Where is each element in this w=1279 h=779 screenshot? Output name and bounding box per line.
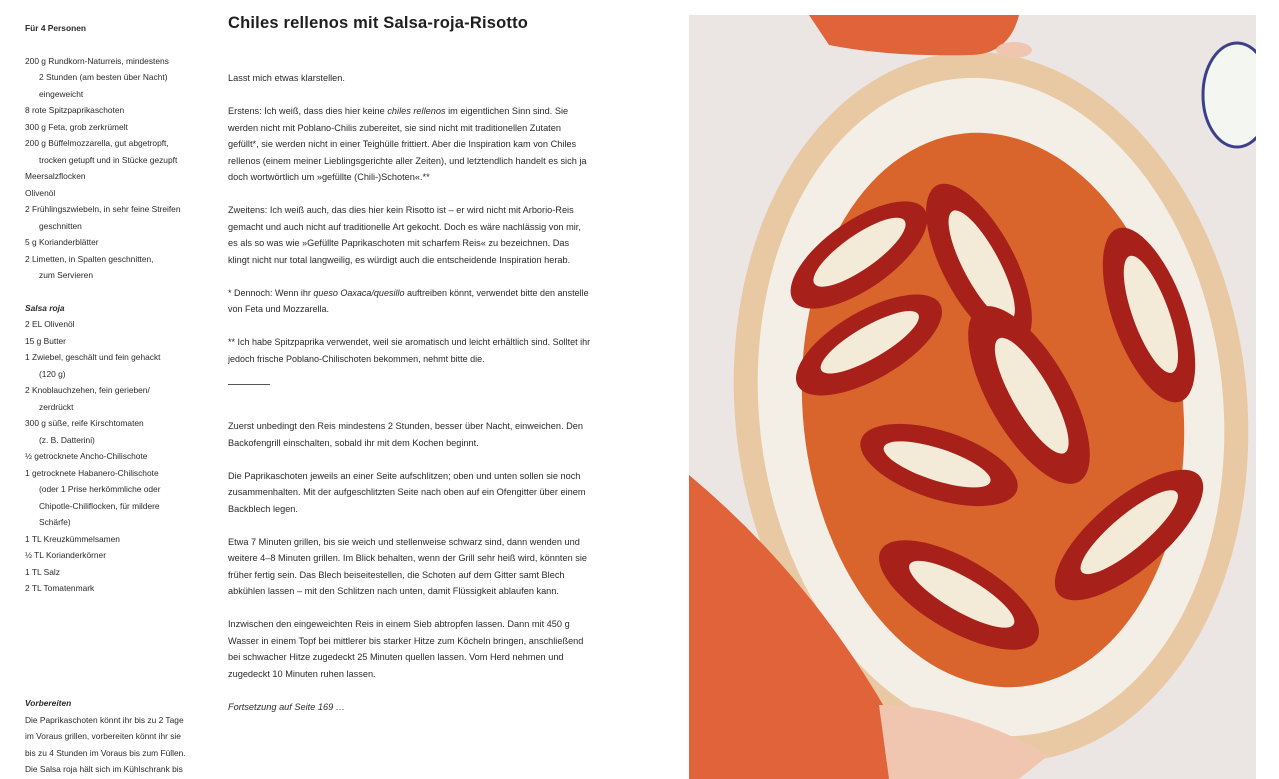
first-paragraph — [228, 103, 593, 186]
footnote-1-start: * Dennoch: Wenn ihr — [228, 287, 314, 298]
prep-section — [25, 695, 195, 778]
ingredient-line: zum Servieren — [39, 270, 93, 280]
glass-top-right — [1203, 43, 1256, 147]
ingredient-line: 2 Knoblauchzehen, fein gerieben/ — [25, 385, 150, 395]
salsa-ingredient-list — [25, 316, 200, 597]
ingredient-line: Meersalzflocken — [25, 171, 86, 181]
footnote-1-end: auftreiben könnt, verwendet bitte den anstelle von Feta und Mozzarella. — [228, 287, 589, 314]
prep-line: im Voraus grillen, vorbereiten könnt ihr sie — [25, 731, 181, 741]
ingredient-line: geschnitten — [39, 220, 82, 231]
ingredient-line: 1 TL Salz — [25, 566, 60, 577]
prep-line: bis zu 4 Stunden im Voraus bis zum Füllen. — [25, 747, 186, 758]
ingredient-line: 1 getrocknete Habanero-Chilischote — [25, 467, 159, 478]
first-paragraph-start: Erstens: Ich weiß, dass dies hier keine — [228, 106, 388, 116]
ingredient-line: trocken getupft und in Stücke gezupft — [39, 154, 178, 165]
ingredient-line: (120 g) — [39, 368, 66, 379]
ingredient-line: 300 g süße, reife Kirschtomaten — [25, 418, 144, 428]
prep-heading: Vorbereiten — [25, 698, 72, 708]
step-1: Zuerst unbedingt den Reis mindestens 2 Stunden, besser über Nacht, einweichen. Den Backofengrill einschalten, sobald ihr mit dem Kochen beginnt. — [228, 421, 583, 448]
divider-rule — [228, 384, 270, 385]
ingredient-line: (oder 1 Prise herkömmliche oder — [39, 484, 161, 494]
step-2: Die Paprikaschoten jeweils an einer Seite aufschlitzen; oben und unten sollen sie noch zusammenhalten. Mit der aufgeschlitzten Seite nach oben auf ein Ofengitter über einem Backblech legen. — [228, 470, 586, 514]
second-paragraph: Zweitens: Ich weiß auch, das dies hier kein Risotto ist – er wird nicht mit Arborio-Reis gemacht und auch nicht auf traditionelle Art gekocht. Doch es wäre nachlässig von mir, es als so was wie »Gefüllte Paprikaschoten mit scharfem Reis« zu bezeichnen. Das klingt nicht nur total langweilig, es würdigt auch die entscheidende Inspiration herab. — [228, 205, 581, 265]
ingredient-line: ½ getrocknete Ancho-Chilischote — [25, 451, 148, 461]
ingredient-line: 2 Limetten, in Spalten geschnitten, — [25, 253, 154, 264]
ingredient-line: 1 Zwiebel, geschält und fein gehackt — [25, 352, 161, 362]
ingredient-line: Chipotle-Chiliflocken, für mildere — [39, 500, 160, 511]
dish-illustration — [689, 15, 1256, 779]
ingredient-line: 1 TL Kreuzkümmelsamen — [25, 533, 120, 544]
ingredient-line: zerdrückt — [39, 401, 74, 412]
recipe-main-text — [228, 14, 593, 732]
ingredients-column — [25, 20, 200, 597]
ingredient-line: 8 rote Spitzpaprikaschoten — [25, 105, 125, 115]
first-paragraph-end: im eigentlichen Sinn sind. Sie werden nicht mit Poblano-Chilis zubereitet, sie sind nicht mit traditionellen Zutaten gefüllt*, sie werden nicht in einer Teighülle frittiert. Aber die Inspiration kam von Chiles rellenos (einem meiner Lieblingsgerichte aller Zeiten), und letztendlich handelt es sich ja doch wortwörtlich um »gefüllte (Chili-)Schoten«.** — [228, 106, 587, 182]
ingredient-line: Schärfe) — [39, 517, 71, 527]
ingredient-line: ½ TL Korianderkörner — [25, 550, 107, 560]
continuation-note: Fortsetzung auf Seite 169 … — [228, 701, 345, 712]
dish-photo — [689, 15, 1256, 779]
hand-top — [996, 42, 1032, 58]
ingredient-line: 2 EL Olivenöl — [25, 319, 75, 329]
ingredient-line: 200 g Büffelmozzarella, gut abgetropft, — [25, 138, 169, 148]
prep-line: Die Salsa roja hält sich im Kühlschrank bis — [25, 764, 183, 774]
ingredient-line: 15 g Butter — [25, 335, 66, 346]
ingredient-line: (z. B. Datterini) — [39, 434, 95, 445]
footnote-2: ** Ich habe Spitzpaprika verwendet, weil sie aromatisch und leicht erhältlich sind. Solltet ihr jedoch frische Poblano-Chilischoten bekommen, nehmt bitte die. — [228, 337, 591, 364]
ingredient-line: 2 Stunden (am besten über Nacht) — [39, 72, 168, 82]
step-4: Inzwischen den eingeweichten Reis in einem Sieb abtropfen lassen. Dann mit 450 g Wasser in einem Topf bei mittlerer bis starker Hitze zum Köcheln bringen, anschließend bei schwacher Hitze zugedeckt 25 Minuten quellen lassen. Vom Herd nehmen und zugedeckt 10 Minuten ruhen lassen. — [228, 619, 584, 679]
ingredient-line: 5 g Korianderblätter — [25, 237, 99, 247]
intro-paragraph: Lasst mich etwas klarstellen. — [228, 73, 345, 83]
footnote-1-italic: queso Oaxaca/quesillo — [313, 287, 405, 298]
ingredient-line: 2 Frühlingszwiebeln, in sehr feine Streifen — [25, 204, 181, 214]
ingredient-line: 300 g Feta, grob zerkrümelt — [25, 121, 128, 132]
first-paragraph-italic: chiles rellenos — [387, 106, 446, 116]
ingredient-line: Olivenöl — [25, 187, 56, 198]
ingredient-line: 2 TL Tomatenmark — [25, 583, 95, 593]
ingredient-line: 200 g Rundkorn-Naturreis, mindestens — [25, 55, 169, 66]
ingredient-line: eingeweicht — [39, 88, 84, 99]
prep-line: Die Paprikaschoten könnt ihr bis zu 2 Tage — [25, 714, 184, 725]
step-3: Etwa 7 Minuten grillen, bis sie weich und stellenweise schwarz sind, dann wenden und weitere 4–8 Minuten grillen. Im Blick behalten, wenn der Grill sehr heiß wird, könnten sie früher fertig sein. Das Blech beiseitestellen, die Schoten auf dem Gitter samt Blech abkühlen lassen – mit den Schlitzen nach unten, damit Flüssigkeit ablaufen kann. — [228, 536, 587, 596]
ingredient-list — [25, 53, 200, 284]
recipe-title: Chiles rellenos mit Salsa-roja-Risotto — [228, 14, 529, 32]
servings-label: Für 4 Personen — [25, 23, 86, 33]
footnote-1 — [228, 285, 593, 318]
salsa-roja-heading: Salsa roja — [25, 302, 65, 313]
